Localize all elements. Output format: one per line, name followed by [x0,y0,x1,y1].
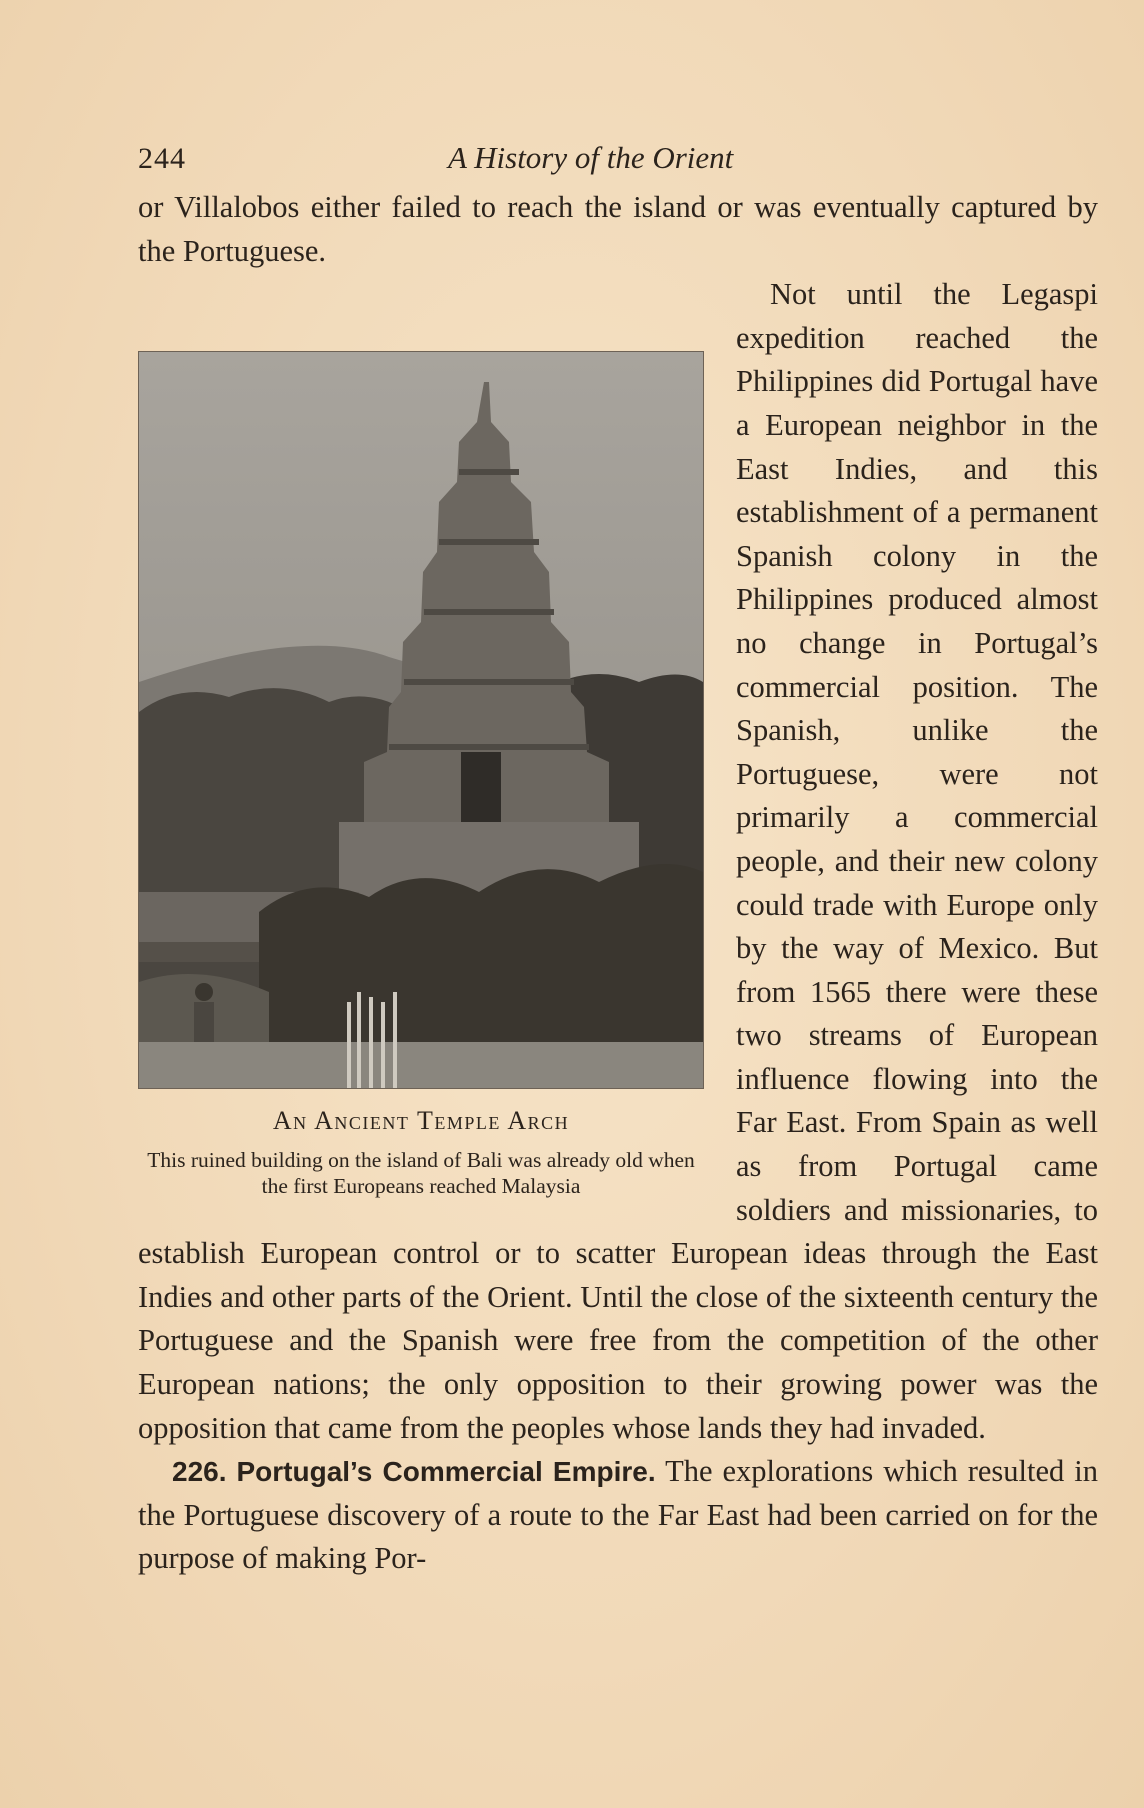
temple-illustration [139,352,703,1088]
section-number: 226. [172,1456,227,1488]
figure-caption: This ruined building on the island of Bali was already old when the first Europeans reached Malaysia [147,1148,695,1199]
figure [138,351,704,1199]
figure-title: An Ancient Temple Arch [272,1106,570,1136]
paragraph-2 [138,273,1098,1450]
paragraph-2-text: Not until the Legaspi expedition reached the Philippines did Portugal have a European neighbor in the East Indies, and this establishment of a permanent Spanish colony in the Philippines produced almost no change in Portugal’s commercial position. The Spanish, unlike the Portuguese, were not primarily a commercial people, and their new colony could trade with Europe only by the way of Mexico. But from 1565 there were these two streams of European influence flowing into the Far East. From Spain as well as from Portugal came soldiers and missionaries, to establish European control or to scatter European ideas through the East Indies and other parts of the Orient. Until the close of the sixteenth century the Portuguese and the Spanish were free from the competition of the other European nations; the only opposition to their growing power was the opposition that came from the peoples whose lands they had invaded. [138,277,1098,1445]
running-title: A History of the Orient [448,140,734,175]
page [138,136,1098,1581]
paragraph-3 [138,1450,1098,1581]
running-head [138,136,1098,186]
paragraph-1: or Villalobos either failed to reach the island or was eventually captured by the Portuguese. [138,190,1098,268]
temple-photo [138,351,704,1089]
page-number: 244 [138,142,186,175]
section-title: Portugal’s Commercial Empire. [236,1456,656,1488]
paragraph-3-text: The explorations which resulted in the Portuguese discovery of a route to the Far East had been carried on for the purpose of making Por- [138,1454,1098,1576]
